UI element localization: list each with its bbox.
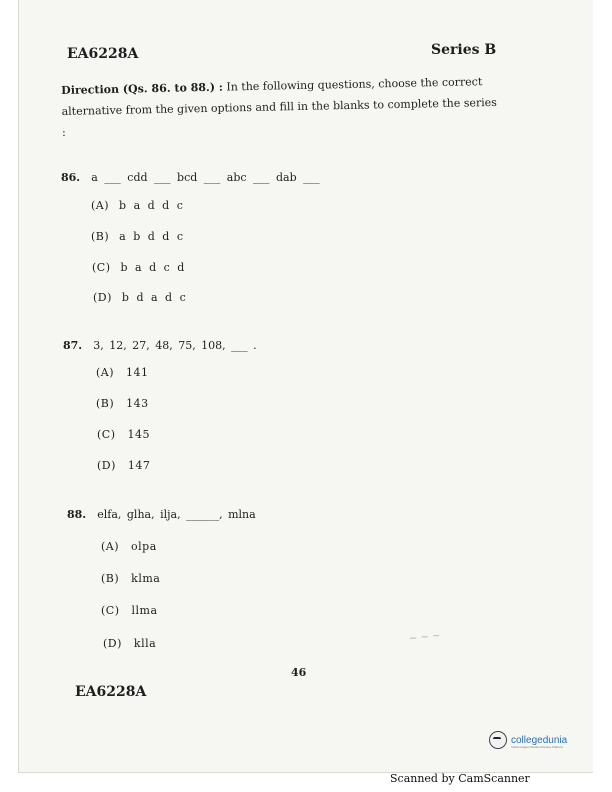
option-label: (C) — [101, 604, 120, 617]
scanned-page — [18, 0, 593, 773]
direction-text: In the following questions, choose the correct alternative from the given options and fill in the blanks to complete the series : — [61, 75, 497, 139]
option-88-b[interactable] — [101, 572, 160, 585]
option-text: b a d c d — [120, 261, 187, 274]
option-text: 141 — [126, 366, 149, 379]
option-88-d[interactable] — [103, 637, 156, 650]
option-text: 147 — [127, 459, 151, 472]
option-label: (C) — [97, 428, 116, 441]
option-text: klla — [133, 637, 157, 650]
collegedunia-watermark — [489, 731, 567, 749]
paper-code-footer: EA6228A — [75, 684, 147, 700]
question-text: a ___ cdd ___ bcd ___ abc ___ dab ___ — [91, 171, 320, 184]
option-text: 143 — [126, 397, 149, 410]
question-text: 3, 12, 27, 48, 75, 108, ___ . — [93, 339, 257, 352]
option-text: klma — [131, 572, 161, 585]
pencil-scribble: ~ ~ ~ — [408, 630, 441, 645]
option-label: (D) — [103, 637, 122, 650]
camscanner-label: Scanned by CamScanner — [390, 772, 530, 785]
series-label: Series B — [431, 42, 497, 58]
option-label: (B) — [91, 230, 110, 243]
option-86-d[interactable] — [93, 291, 188, 304]
option-text: olpa — [131, 540, 157, 553]
option-87-b[interactable] — [96, 397, 149, 410]
option-text: b a d d c — [119, 199, 185, 212]
question-text: elfa, glha, ilja, ______, mlna — [97, 508, 256, 521]
option-label: (B) — [96, 397, 115, 410]
option-label: (A) — [101, 540, 120, 553]
option-label: (C) — [92, 261, 111, 274]
option-label: (A) — [96, 366, 115, 379]
option-text: a b d d c — [119, 230, 186, 243]
question-number: 86. — [61, 171, 81, 184]
option-87-d[interactable] — [97, 459, 150, 472]
watermark-brand: collegedunia — [511, 734, 568, 746]
option-label: (D) — [97, 459, 116, 472]
option-88-c[interactable] — [101, 604, 158, 617]
page-number: 46 — [291, 666, 307, 679]
option-87-a[interactable] — [96, 366, 149, 379]
option-text: 145 — [127, 428, 150, 441]
collegedunia-logo-icon — [489, 731, 507, 749]
option-label: (A) — [91, 199, 110, 212]
question-number: 88. — [67, 508, 87, 521]
option-86-c[interactable] — [92, 261, 186, 274]
option-87-c[interactable] — [97, 428, 150, 441]
question-88 — [67, 503, 256, 522]
option-text: b d a d c — [121, 291, 188, 304]
option-86-a[interactable] — [91, 199, 185, 212]
watermark-tagline: India's largest Student Review Platform — [511, 745, 564, 749]
direction-instructions — [61, 71, 504, 143]
paper-code-header: EA6228A — [67, 46, 139, 62]
question-87 — [63, 334, 257, 353]
option-label: (B) — [101, 572, 120, 585]
question-86 — [61, 166, 320, 185]
question-number: 87. — [63, 339, 83, 352]
option-text: llma — [131, 604, 158, 617]
direction-label: Direction (Qs. 86. to 88.) : — [61, 80, 224, 97]
option-86-b[interactable] — [91, 230, 185, 243]
option-label: (D) — [93, 291, 112, 304]
option-88-a[interactable] — [101, 540, 157, 553]
